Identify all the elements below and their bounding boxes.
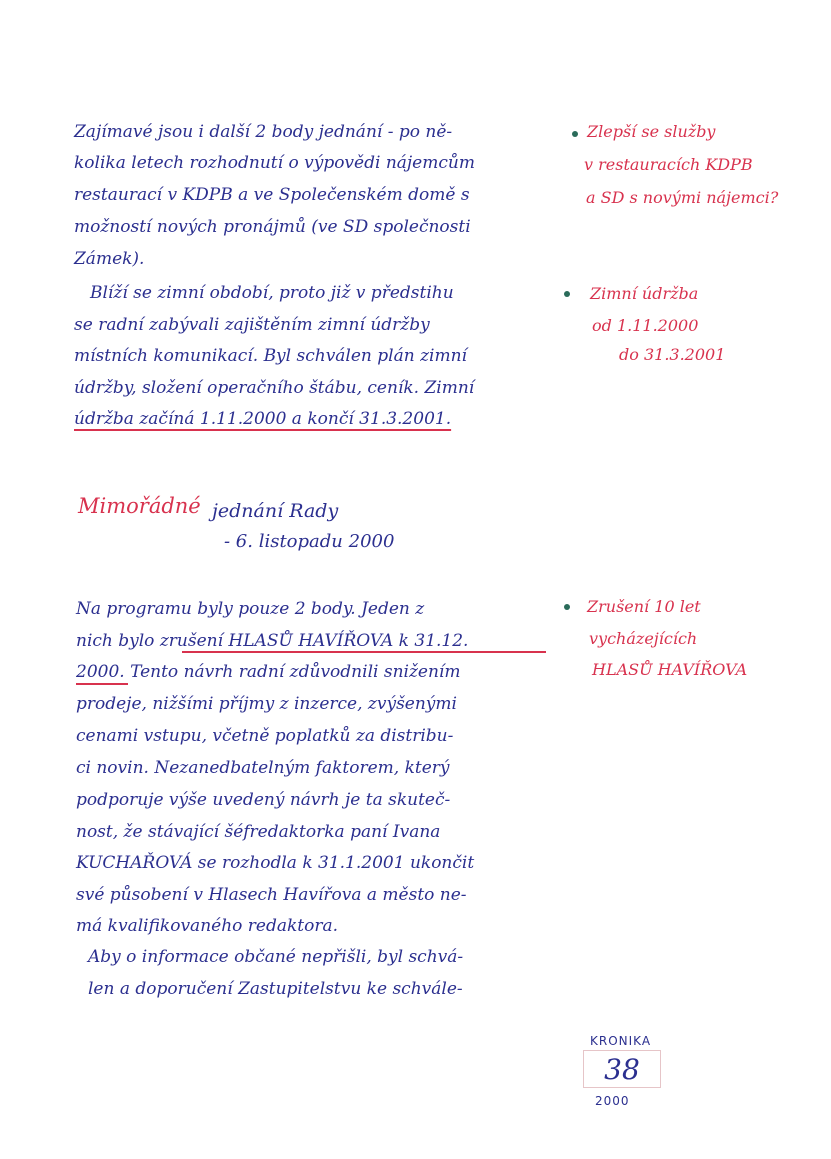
margin-note-line: Zrušení 10 let [587,597,701,616]
page-number-box [583,1050,661,1088]
paragraph-line: Zámek). [74,249,145,269]
paragraph-line-underlined: údržba začíná 1.11.2000 a končí 31.3.2001. [74,409,452,429]
paragraph-line: prodeje, nižšími příjmy z inzerce, zvýšenými [76,694,457,714]
paragraph-line: místních komunikací. Byl schválen plán zimní [74,346,467,366]
red-underline [182,651,546,653]
margin-bullet-icon [564,604,570,610]
paragraph-line: Blíží se zimní období, proto již v předstihu [90,283,454,303]
paragraph-line: Aby o informace občané nepřišli, byl schvá- [88,947,464,967]
paragraph-line: možností nových pronájmů (ve SD společnosti [74,217,471,237]
heading-date: - 6. listopadu 2000 [224,531,395,552]
paragraph-line: 2000. Tento návrh radní zdůvodnili snižením [76,662,461,682]
paragraph-line: údržby, složení operačního štábu, ceník. Zimní [74,378,475,398]
paragraph-line: Na programu byly pouze 2 body. Jeden z [76,599,425,619]
margin-note-line: Zlepší se služby [587,122,716,141]
heading-red-word: Mimořádné [78,494,201,518]
paragraph-line: své působení v Hlasech Havířova a město ne- [76,885,467,905]
margin-bullet-icon [572,131,578,137]
page-number: 38 [604,1052,640,1086]
margin-note-line: a SD s novými nájemci? [586,188,779,207]
margin-note-line: do 31.3.2001 [619,345,726,364]
margin-note-line: vycházejících [589,629,698,648]
stamp-label: KRONIKA [590,1034,652,1048]
margin-note-line: Zimní údržba [590,284,699,303]
margin-bullet-icon [564,291,570,297]
paragraph-line: len a doporučení Zastupitelstvu ke schvále- [88,979,463,999]
paragraph-line: kolika letech rozhodnutí o výpovědi nájemcům [74,153,475,173]
margin-note-line: v restauracích KDPB [584,155,753,174]
paragraph-line: podporuje výše uvedený návrh je ta skuteč- [76,790,451,810]
red-underline [76,683,128,685]
paragraph-line: ci novin. Nezanedbatelným faktorem, který [76,758,450,778]
paragraph-line: se radní zabývali zajištěním zimní údržby [74,315,430,335]
margin-note-line: HLASŮ HAVÍŘOVA [592,660,748,679]
paragraph-line: nich bylo zrušení HLASŮ HAVÍŘOVA k 31.12. [76,631,469,651]
paragraph-line: Zajímavé jsou i další 2 body jednání - po ně- [74,122,453,142]
paragraph-line: nost, že stávající šéfredaktorka paní Ivana [76,822,441,842]
heading-title: jednání Rady [212,500,339,522]
paragraph-line: má kvalifikovaného redaktora. [76,916,339,936]
stamp-year: 2000 [595,1094,630,1108]
paragraph-line: KUCHAŘOVÁ se rozhodla k 31.1.2001 ukončit [76,853,475,873]
paragraph-line: cenami vstupu, včetně poplatků za distribu- [76,726,454,746]
paragraph-line: restaurací v KDPB a ve Společenském domě s [74,185,470,205]
margin-note-line: od 1.11.2000 [592,316,699,335]
